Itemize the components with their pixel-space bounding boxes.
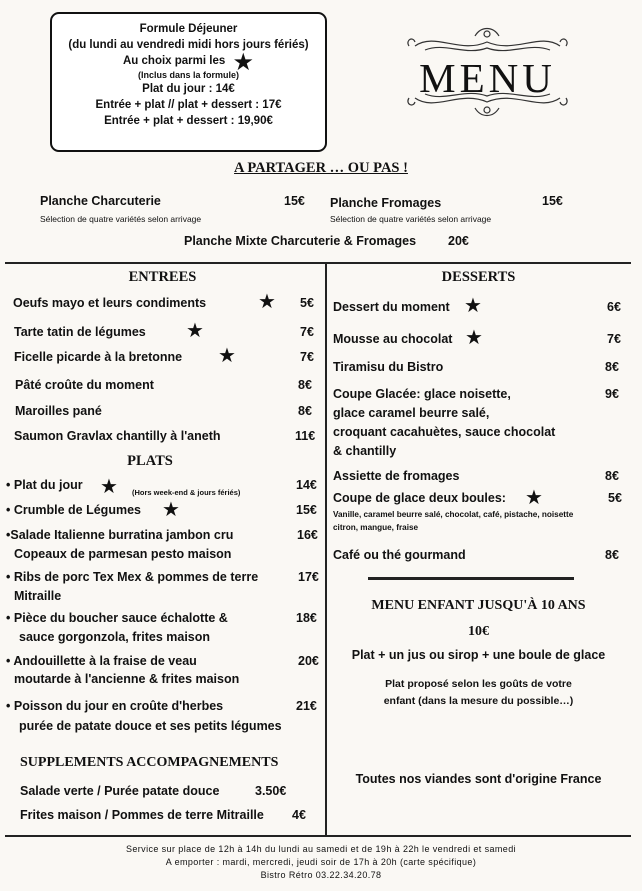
item-name-line2: glace caramel beurre salé,	[333, 406, 490, 420]
item-name-line2: sauce gorgonzola, frites maison	[19, 630, 211, 644]
item-price: 15€	[296, 503, 317, 517]
divider	[325, 263, 327, 835]
formule-box	[50, 12, 327, 152]
item-price: 7€	[607, 332, 621, 346]
section-title-partager: A PARTAGER … OU PAS !	[234, 160, 408, 176]
star-icon: ★	[464, 295, 482, 317]
section-title-entrees: ENTREES	[128, 269, 197, 285]
item-price: 18€	[296, 611, 317, 625]
item-name-line2: Mitraille	[14, 589, 62, 603]
item-price: 15€	[542, 194, 563, 208]
item-name: • Ribs de porc Tex Mex & pommes de terre	[6, 570, 259, 584]
item-name: Dessert du moment	[333, 300, 450, 314]
item-price: 20€	[448, 234, 469, 248]
item-note: (Hors week-end & jours fériés)	[132, 488, 241, 497]
item-name: Café ou thé gourmand	[333, 548, 466, 562]
item-price: 7€	[300, 350, 314, 364]
item-name: Pâté croûte du moment	[15, 378, 154, 392]
divider	[5, 835, 631, 837]
item-price: 4€	[292, 808, 306, 822]
formule-plat: Plat du jour : 14€	[142, 83, 235, 95]
item-name: Ficelle picarde à la bretonne	[14, 350, 183, 364]
item-name: Planche Mixte Charcuterie & Fromages	[184, 234, 417, 248]
enfant-note-line2: enfant (dans la mesure du possible…)	[383, 695, 574, 707]
item-name: Frites maison / Pommes de terre Mitraille	[20, 808, 264, 822]
item-price: 5€	[608, 491, 622, 505]
divider	[5, 262, 631, 264]
item-name: • Plat du jour	[6, 478, 83, 492]
item-name: Tiramisu du Bistro	[333, 360, 444, 374]
item-price: 8€	[605, 469, 619, 483]
enfant-note: Plat proposé selon les goûts de votre	[385, 678, 572, 690]
item-name-line3: croquant cacahuètes, sauce chocolat	[333, 425, 556, 439]
item-price: 7€	[300, 325, 314, 339]
item-name: • Pièce du boucher sauce échalotte &	[6, 611, 228, 625]
item-price: 8€	[605, 360, 619, 374]
star-icon: ★	[465, 327, 483, 349]
formule-days: (du lundi au vendredi midi hors jours fériés)	[68, 39, 309, 51]
item-name: • Crumble de Légumes	[6, 503, 141, 517]
item-price: 15€	[284, 194, 305, 208]
item-name: Planche Fromages	[330, 196, 442, 210]
item-price: 6€	[607, 300, 621, 314]
enfant-line: Plat + un jus ou sirop + une boule de glace	[351, 648, 606, 662]
footer-hours: Service sur place de 12h à 14h du lundi au samedi et de 19h à 22h le vendredi et samedi	[125, 844, 517, 854]
star-icon: ★	[162, 499, 180, 521]
item-name: Coupe Glacée: glace noisette,	[333, 387, 511, 401]
item-price: 8€	[605, 548, 619, 562]
item-name: •Salade Italienne burratina jambon cru	[6, 528, 234, 542]
item-price: 11€	[295, 429, 316, 443]
item-name: • Poisson du jour en croûte d'herbes	[6, 699, 224, 713]
formule-title: Formule Déjeuner	[139, 23, 238, 35]
formule-19: Entrée + plat + dessert : 19,90€	[104, 115, 273, 127]
formule-17: Entrée + plat // plat + dessert : 17€	[95, 99, 282, 111]
item-name: Salade verte / Purée patate douce	[20, 784, 220, 798]
item-price: 21€	[296, 699, 317, 713]
formule-choice: Au choix parmi les ★	[123, 49, 254, 76]
item-name: Coupe de glace deux boules:	[333, 491, 506, 505]
origine-note: Toutes nos viandes sont d'origine France	[355, 772, 602, 786]
star-icon: ★	[258, 291, 276, 313]
star-icon: ★	[218, 345, 236, 367]
footer-phone: Bistro Rétro 03.22.34.20.78	[260, 870, 382, 880]
section-title-enfant: MENU ENFANT JUSQU'À 10 ANS	[371, 598, 586, 613]
item-price: 5€	[300, 296, 314, 310]
star-icon: ★	[100, 476, 118, 498]
item-name-line4: & chantilly	[333, 444, 397, 458]
item-note: Sélection de quatre variétés selon arrivage	[40, 214, 202, 224]
item-name: Saumon Gravlax chantilly à l'aneth	[14, 429, 221, 443]
section-title-plats: PLATS	[127, 453, 173, 469]
item-price: 14€	[296, 478, 317, 492]
item-name: Mousse au chocolat	[333, 332, 453, 346]
item-price: 16€	[297, 528, 318, 542]
item-name: Tarte tatin de légumes	[14, 325, 146, 339]
item-note: Vanille, caramel beurre salé, chocolat, café, pistache, noisette	[333, 510, 574, 519]
item-price: 9€	[605, 387, 619, 401]
item-name: Oeufs mayo et leurs condiments	[13, 296, 207, 310]
menu-title: MENU	[419, 55, 556, 101]
formule-included: (Inclus dans la formule)	[137, 70, 240, 80]
item-name-line2: Copeaux de parmesan pesto maison	[14, 547, 232, 561]
item-name-line2: moutarde à l'ancienne & frites maison	[14, 672, 240, 686]
item-price: 17€	[298, 570, 319, 584]
item-price: 8€	[298, 404, 312, 418]
item-name: Planche Charcuterie	[40, 194, 161, 208]
item-name-line2: purée de patate douce et ses petits légumes	[19, 719, 282, 733]
section-title-supplements: SUPPLEMENTS ACCOMPAGNEMENTS	[20, 755, 279, 770]
star-icon: ★	[232, 49, 254, 76]
item-name: Maroilles pané	[15, 404, 102, 418]
footer-takeaway: A emporter : mardi, mercredi, jeudi soir de 17h à 20h (carte spécifique)	[165, 857, 477, 867]
item-price: 8€	[298, 378, 312, 392]
enfant-price: 10€	[468, 624, 489, 639]
item-price: 20€	[298, 654, 319, 668]
item-name: • Andouillette à la fraise de veau	[6, 654, 197, 668]
item-price: 3.50€	[255, 784, 287, 798]
item-note-line2: citron, mangue, fraise	[333, 523, 419, 532]
divider	[368, 577, 574, 580]
item-name: Assiette de fromages	[333, 469, 460, 483]
star-icon: ★	[186, 320, 204, 342]
item-note: Sélection de quatre variétés selon arrivage	[330, 214, 492, 224]
section-title-desserts: DESSERTS	[441, 269, 516, 285]
star-icon: ★	[525, 487, 543, 509]
